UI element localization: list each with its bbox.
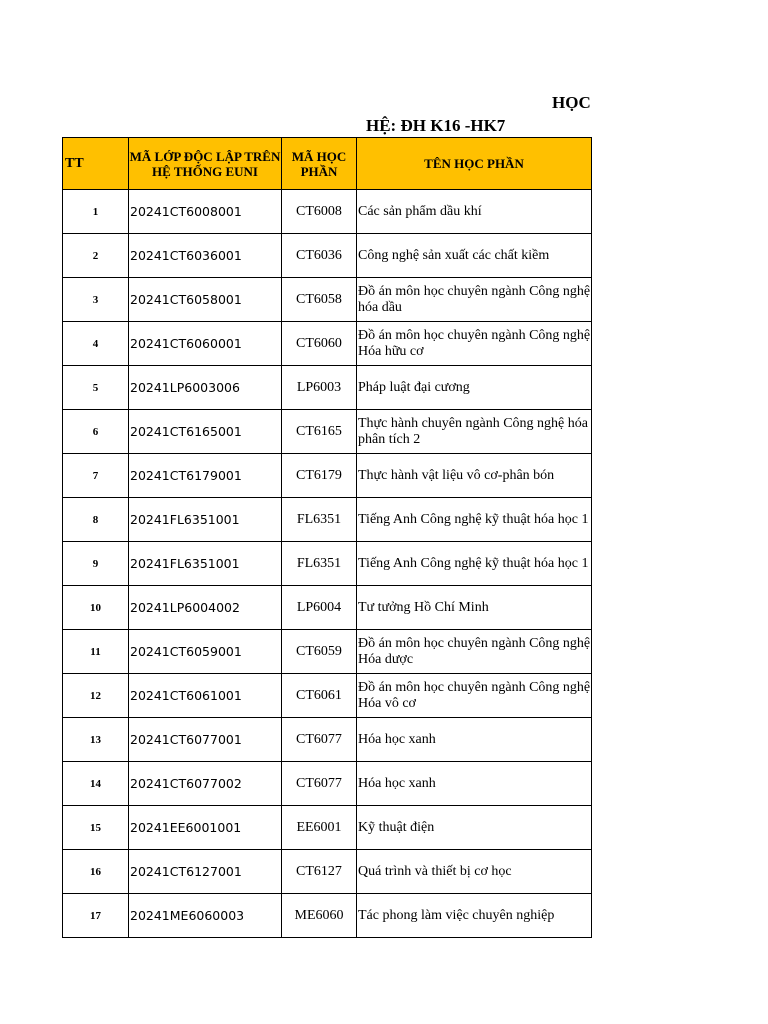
- cell-course-code: EE6001: [282, 806, 357, 850]
- cell-tt: 7: [63, 454, 129, 498]
- cell-class-code: 20241CT6061001: [129, 674, 282, 718]
- cell-tt: 16: [63, 850, 129, 894]
- table-body: [63, 190, 592, 938]
- cell-course-name: Công nghệ sản xuất các chất kiềm: [357, 234, 592, 278]
- cell-class-code: 20241CT6036001: [129, 234, 282, 278]
- cell-class-code: 20241CT6058001: [129, 278, 282, 322]
- cell-course-name: Thực hành vật liệu vô cơ-phân bón: [357, 454, 592, 498]
- cell-course-name: Đồ án môn học chuyên ngành Công nghệ Hóa dược: [357, 630, 592, 674]
- cell-course-name: Hóa học xanh: [357, 718, 592, 762]
- cell-tt: 9: [63, 542, 129, 586]
- cell-class-code: 20241CT6059001: [129, 630, 282, 674]
- cell-tt: 1: [63, 190, 129, 234]
- cell-course-name: Kỹ thuật điện: [357, 806, 592, 850]
- cell-tt: 17: [63, 894, 129, 938]
- table-row: [63, 586, 592, 630]
- column-header-tt: TT: [63, 138, 129, 190]
- cell-course-code: CT6077: [282, 762, 357, 806]
- cell-class-code: 20241FL6351001: [129, 498, 282, 542]
- cell-course-code: FL6351: [282, 542, 357, 586]
- table-row: [63, 806, 592, 850]
- table-row: [63, 410, 592, 454]
- table-row: [63, 498, 592, 542]
- cell-course-code: LP6003: [282, 366, 357, 410]
- cell-course-name: Tiếng Anh Công nghệ kỹ thuật hóa học 1: [357, 542, 592, 586]
- cell-course-name: Tác phong làm việc chuyên nghiệp: [357, 894, 592, 938]
- table-row: [63, 278, 592, 322]
- page-title: HỌC: [552, 93, 591, 112]
- cell-class-code: 20241CT6165001: [129, 410, 282, 454]
- cell-tt: 12: [63, 674, 129, 718]
- cell-class-code: 20241EE6001001: [129, 806, 282, 850]
- table-row: [63, 762, 592, 806]
- cell-course-name: Các sản phẩm dầu khí: [357, 190, 592, 234]
- cell-course-name: Quá trình và thiết bị cơ học: [357, 850, 592, 894]
- cell-tt: 10: [63, 586, 129, 630]
- cell-tt: 2: [63, 234, 129, 278]
- table-row: [63, 234, 592, 278]
- cell-tt: 5: [63, 366, 129, 410]
- cell-course-name: Tư tưởng Hồ Chí Minh: [357, 586, 592, 630]
- cell-class-code: 20241FL6351001: [129, 542, 282, 586]
- cell-course-code: CT6127: [282, 850, 357, 894]
- table-row: [63, 850, 592, 894]
- cell-tt: 14: [63, 762, 129, 806]
- table-row: [63, 542, 592, 586]
- cell-class-code: 20241CT6077001: [129, 718, 282, 762]
- cell-class-code: 20241ME6060003: [129, 894, 282, 938]
- table-header-row: [63, 138, 592, 190]
- cell-class-code: 20241CT6179001: [129, 454, 282, 498]
- cell-tt: 11: [63, 630, 129, 674]
- cell-course-code: CT6165: [282, 410, 357, 454]
- table-row: [63, 894, 592, 938]
- table-row: [63, 630, 592, 674]
- cell-class-code: 20241LP6003006: [129, 366, 282, 410]
- cell-class-code: 20241CT6077002: [129, 762, 282, 806]
- cell-course-code: CT6059: [282, 630, 357, 674]
- cell-course-code: CT6008: [282, 190, 357, 234]
- cell-tt: 15: [63, 806, 129, 850]
- table-row: [63, 674, 592, 718]
- cell-course-name: Tiếng Anh Công nghệ kỹ thuật hóa học 1: [357, 498, 592, 542]
- program-title: HỆ: ĐH K16 -HK7: [366, 116, 506, 135]
- cell-course-code: CT6036: [282, 234, 357, 278]
- cell-course-name: Đồ án môn học chuyên ngành Công nghệ hóa dầu: [357, 278, 592, 322]
- cell-course-name: Đồ án môn học chuyên ngành Công nghệ Hóa vô cơ: [357, 674, 592, 718]
- cell-course-name: Hóa học xanh: [357, 762, 592, 806]
- table-row: [63, 454, 592, 498]
- table-row: [63, 718, 592, 762]
- cell-course-name: Pháp luật đại cương: [357, 366, 592, 410]
- cell-tt: 13: [63, 718, 129, 762]
- cell-course-code: CT6077: [282, 718, 357, 762]
- cell-course-code: CT6058: [282, 278, 357, 322]
- table-row: [63, 190, 592, 234]
- cell-class-code: 20241LP6004002: [129, 586, 282, 630]
- cell-course-code: LP6004: [282, 586, 357, 630]
- cell-class-code: 20241CT6060001: [129, 322, 282, 366]
- column-header-course-name: TÊN HỌC PHẦN: [357, 138, 592, 190]
- cell-tt: 4: [63, 322, 129, 366]
- cell-course-code: FL6351: [282, 498, 357, 542]
- cell-tt: 6: [63, 410, 129, 454]
- cell-class-code: 20241CT6127001: [129, 850, 282, 894]
- cell-course-name: Thực hành chuyên ngành Công nghệ hóa phân tích 2: [357, 410, 592, 454]
- cell-course-name: Đồ án môn học chuyên ngành Công nghệ Hóa hữu cơ: [357, 322, 592, 366]
- cell-course-code: CT6179: [282, 454, 357, 498]
- cell-course-code: CT6060: [282, 322, 357, 366]
- table-row: [63, 322, 592, 366]
- cell-tt: 8: [63, 498, 129, 542]
- column-header-course-code: MÃ HỌC PHẦN: [282, 138, 357, 190]
- cell-tt: 3: [63, 278, 129, 322]
- course-table: [62, 137, 592, 938]
- cell-course-code: CT6061: [282, 674, 357, 718]
- cell-course-code: ME6060: [282, 894, 357, 938]
- column-header-class-code: MÃ LỚP ĐỘC LẬP TRÊN HỆ THỐNG EUNI: [129, 138, 282, 190]
- cell-class-code: 20241CT6008001: [129, 190, 282, 234]
- table-row: [63, 366, 592, 410]
